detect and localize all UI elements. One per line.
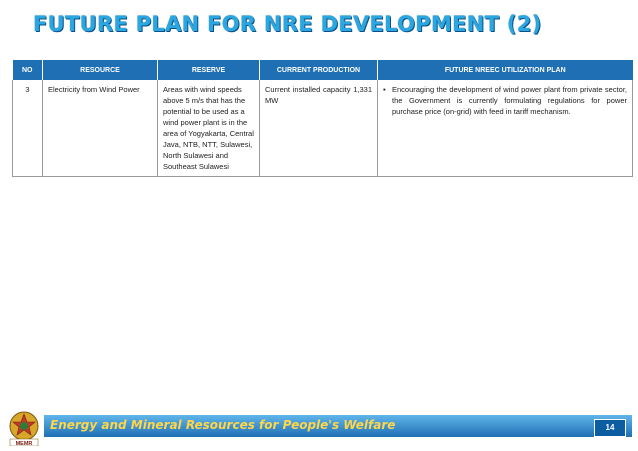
cell-current-production: Current installed capacity 1,331 MW bbox=[260, 80, 378, 177]
column-header-no: NO bbox=[13, 60, 43, 80]
footer bbox=[0, 410, 638, 446]
logo-caption: MEMR bbox=[15, 441, 33, 446]
column-header-reserve: RESERVE bbox=[158, 60, 260, 80]
page-number: 14 bbox=[594, 419, 626, 437]
page-title: FUTURE PLAN FOR NRE DEVELOPMENT (2) bbox=[33, 12, 542, 36]
table-header-row bbox=[13, 60, 633, 80]
plan-text: Encouraging the development of wind power plant from private sector, the Government is currently formulating regulations for power purchase price (on-grid) with feed in tariff mechanism. bbox=[392, 85, 627, 116]
nre-plan-table bbox=[12, 60, 633, 177]
cell-reserve: Areas with wind speeds above 5 m/s that has the potential to be used as a wind power plant is in the area of Yogyakarta, Central Java, NTB, NTT, Sulawesi, North Sulawesi and Southeast Sulawesi bbox=[158, 80, 260, 177]
footer-tagline: Energy and Mineral Resources for People's Welfare bbox=[50, 418, 396, 432]
cell-no: 3 bbox=[13, 80, 43, 177]
plan-bullet-item bbox=[383, 84, 627, 117]
cell-resource: Electricity from Wind Power bbox=[43, 80, 158, 177]
bullet-marker: ▪ bbox=[383, 85, 386, 94]
table-row bbox=[13, 80, 633, 177]
memr-logo-icon bbox=[6, 410, 42, 446]
cell-future-plan bbox=[378, 80, 633, 177]
column-header-current-production: CURRENT PRODUCTION bbox=[260, 60, 378, 80]
column-header-future-plan: FUTURE NREEC UTILIZATION PLAN bbox=[378, 60, 633, 80]
column-header-resource: RESOURCE bbox=[43, 60, 158, 80]
